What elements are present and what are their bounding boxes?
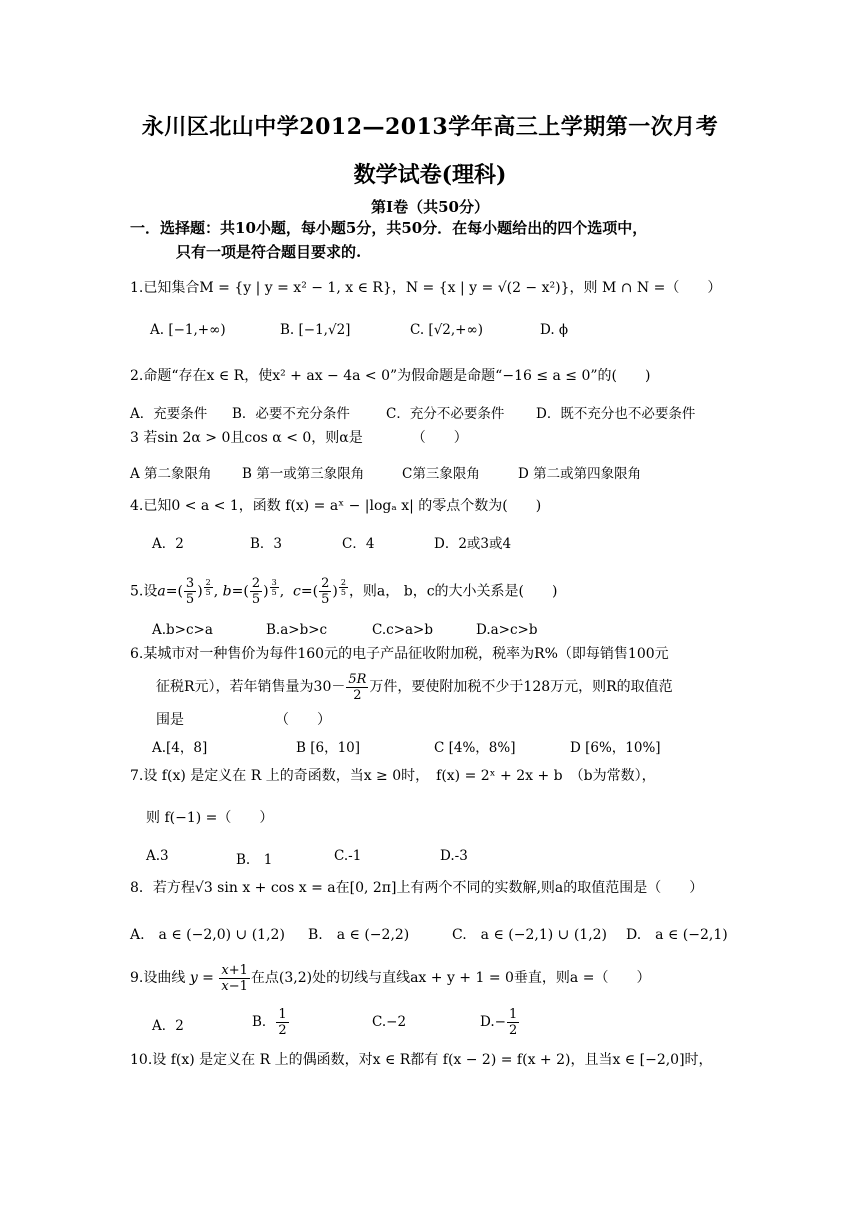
q3-option-d: D 第二或第四象限角 [518, 466, 642, 482]
q6-option-b: B [6，10] [296, 740, 361, 756]
exam-title: 永川区北山中学2012—2013学年高三上学期第一次月考 [141, 114, 719, 140]
q9-option-a: A．2 [152, 1018, 184, 1034]
q8-option-a: A. a ∈ (−2,0) ∪ (1,2) [130, 927, 285, 943]
q9-option-b: B． $\frac{1}{2}$ [252, 1007, 287, 1038]
q1-option-d: D. ϕ [540, 322, 569, 338]
q1-option-c: C. [√2,+∞) [410, 322, 484, 338]
q6-line2-prefix: 征税R元），若年销售量为30－ [156, 679, 346, 695]
q4-option-d: D．2或3或4 [434, 536, 512, 552]
q2-option-a: A．充要条件 [130, 406, 208, 422]
q7-option-d: D.-3 [440, 848, 468, 864]
exam-subtitle: 数学试卷(理科) [353, 162, 507, 188]
q5-stem-prefix: 5.设 [130, 583, 158, 600]
q1-option-a: A. [−1,+∞) [150, 322, 226, 338]
q8-option-b: B. a ∈ (−2,2) [308, 927, 410, 943]
q4-option-c: C．4 [342, 536, 375, 552]
q9-option-d-label: D.− [480, 1014, 506, 1030]
q9-stem: 9.设曲线 y = $\frac{x+1}{x-1}$ 在点(3,2)处的切线与直线ax + y + 1 = 0垂直，则a =（ ） [130, 962, 651, 994]
q3-option-c: C第三象限角 [402, 466, 480, 482]
q9-stem-suffix: 在点(3,2)处的切线与直线ax + y + 1 = 0垂直，则a =（ ） [250, 970, 651, 986]
q8-option-c: C. a ∈ (−2,1) ∪ (1,2) [452, 927, 608, 943]
q5-option-b: B.a>b>c [266, 622, 328, 638]
q9-option-c: C.−2 [372, 1014, 407, 1030]
q6-line1: 6.某城市对一种售价为每件160元的电子产品征收附加税，税率为R%（即每销售100元 [130, 646, 669, 662]
q6-option-d: D [6%，10%] [570, 740, 661, 756]
instructions-line1: 一．选择题：共10小题，每小题5分，共50分．在每小题给出的四个选项中， [130, 219, 648, 237]
q2-option-d: D．既不充分也不必要条件 [536, 406, 696, 422]
q5-option-a: A.b>c>a [152, 622, 213, 638]
q4-stem: 4.已知0 < a < 1，函数 f(x) = aˣ − |logₐ x| 的零点个数为( ) [130, 498, 542, 514]
q3-option-a: A 第二象限角 [130, 466, 212, 482]
q3-stem: 3 若sin 2α > 0且cos α < 0，则α是 （ ） [130, 430, 468, 446]
q7-option-a: A.3 [146, 848, 169, 864]
q9-stem-prefix: 9.设曲线 [130, 970, 186, 986]
q5-stem-suffix: ，则a， b，c的大小关系是( ) [348, 583, 558, 600]
q1-stem: 1.已知集合M = {y | y = x² − 1, x ∈ R}，N = {x | y = √(2 − x²)}，则 M ∩ N =（ ） [130, 280, 722, 296]
q5-stem: 5.设a=( $\frac{3}{5}$ ) $^{\frac{2}{5}}$ , b=( $\frac{2}{5}$ ) $^{\frac{3}{5}}$ , c=( $\frac{2}{5}$ ) $^{\frac{2}{5}}$ ，则a， b，c的大小关系是( ) [130, 576, 558, 608]
q2-option-b: B．必要不充分条件 [232, 406, 350, 422]
q5-option-d: D.a>c>b [476, 622, 538, 638]
q9-option-d: D.− $\frac{1}{2}$ [480, 1007, 518, 1038]
q4-option-a: A．2 [152, 536, 184, 552]
q7-line2: 则 f(−1) =（ ） [146, 810, 274, 826]
q8-stem: 8．若方程√3 sin x + cos x = a在[0, 2π]上有两个不同的实数解,则a的取值范围是（ ） [130, 880, 704, 896]
q2-stem: 2.命题“存在x ∈ R，使x² + ax − 4a < 0”为假命题是命题“−16 ≤ a ≤ 0”的( ) [130, 368, 651, 384]
q10-stem: 10.设 f(x) 是定义在 R 上的偶函数，对x ∈ R都有 f(x − 2) = f(x + 2)，且当x ∈ [−2,0]时， [130, 1052, 713, 1068]
q6-line3: 围是 （ ） [156, 712, 331, 728]
q8-option-d: D. a ∈ (−2,1) [626, 927, 728, 943]
q7-line1: 7.设 f(x) 是定义在 R 上的奇函数，当x ≥ 0时， f(x) = 2ˣ + 2x + b （b为常数）， [130, 768, 656, 784]
q1-option-b: B. [−1,√2] [280, 322, 351, 338]
q6-line2: 征税R元），若年销售量为30－ $\frac{5R}{2}$ 万件，要使附加税不少于128万元，则R的取值范 [156, 671, 673, 703]
q2-option-c: C．充分不必要条件 [386, 406, 505, 422]
q7-option-b: B. 1 [236, 852, 273, 868]
q4-option-b: B．3 [250, 536, 283, 552]
q6-option-c: C [4%，8%] [434, 740, 516, 756]
q5-option-c: C.c>a>b [372, 622, 434, 638]
q6-line2-suffix: 万件，要使附加税不少于128万元，则R的取值范 [369, 679, 673, 695]
q9-option-b-label: B． [252, 1014, 276, 1030]
instructions-line2: 只有一项是符合题目要求的. [176, 243, 362, 261]
q6-option-a: A.[4，8] [152, 740, 208, 756]
q7-option-c: C.-1 [334, 848, 362, 864]
part-heading: 第Ⅰ卷（共50分） [371, 198, 489, 216]
q3-option-b: B 第一或第三象限角 [242, 466, 365, 482]
